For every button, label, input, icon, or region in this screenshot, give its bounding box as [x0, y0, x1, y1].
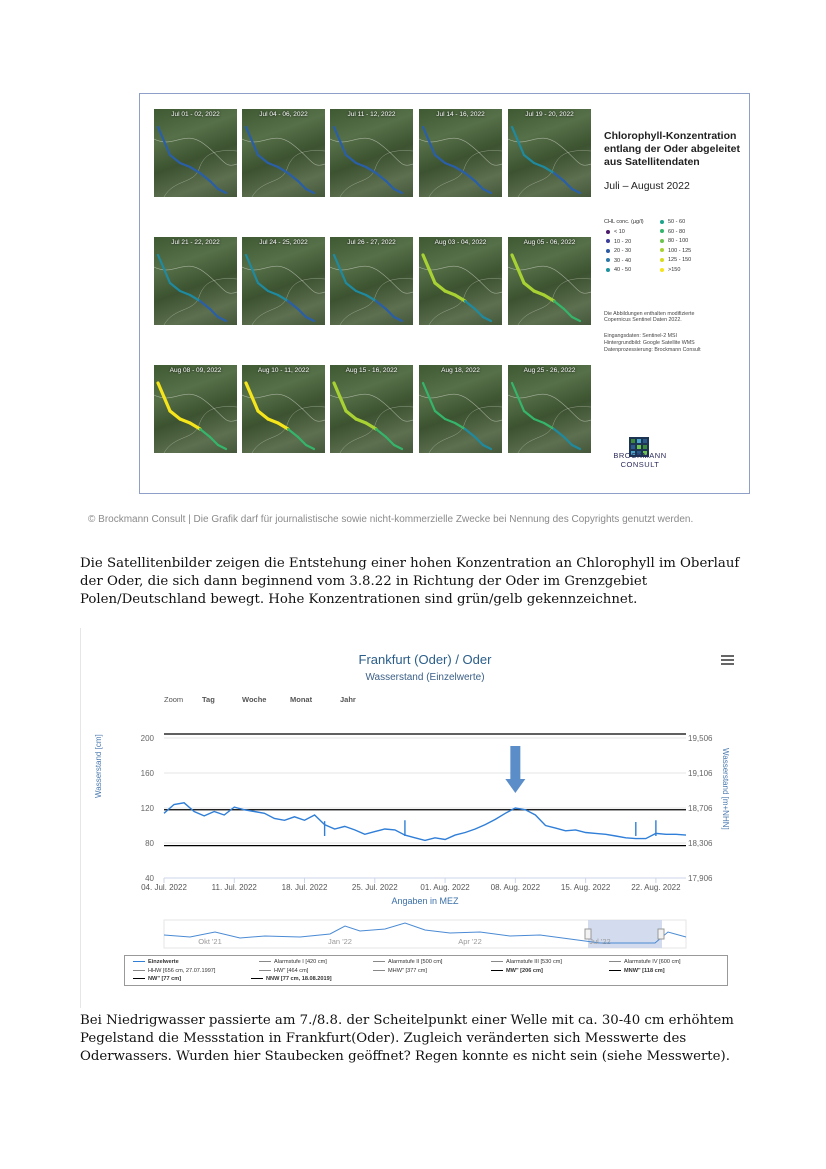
- tile-date-label: Aug 18, 2022: [441, 367, 480, 374]
- chart-legend-item[interactable]: [373, 968, 427, 974]
- x-axis-title: Angaben in MEZ: [391, 896, 459, 906]
- chart-legend-item[interactable]: [251, 976, 332, 982]
- legend-label: NW" [77 cm]: [148, 976, 182, 982]
- chart-legend-item[interactable]: [609, 959, 681, 965]
- tile-date-label: Aug 08 - 09, 2022: [169, 367, 222, 374]
- range-day-button[interactable]: Tag: [202, 695, 215, 704]
- legend-label: Alarmstufe II [500 cm]: [388, 959, 443, 965]
- y-tick-label-right: 19,106: [688, 769, 713, 778]
- figure-subtitle: Juli – August 2022: [604, 180, 690, 192]
- legend-item: 40 - 50: [606, 267, 631, 273]
- navigator-label: Apr '22: [458, 937, 482, 946]
- legend-title: CHL conc. (µg/l): [604, 219, 644, 225]
- tile-date-label: Jul 01 - 02, 2022: [171, 111, 220, 118]
- chart-legend-item[interactable]: [133, 976, 181, 982]
- legend-line-swatch: [373, 970, 385, 971]
- legend-line-swatch: [251, 978, 263, 979]
- chart-legend-item[interactable]: [133, 968, 215, 974]
- tile-date-label: Aug 03 - 04, 2022: [434, 239, 487, 246]
- tile-date-label: Aug 15 - 16, 2022: [345, 367, 398, 374]
- range-zoom-label: Zoom: [164, 695, 184, 704]
- figure-note: Hintergrundbild: Google Satellite WMS: [604, 340, 695, 346]
- y-axis-left-title: Wasserstand [cm]: [94, 734, 103, 798]
- chart-legend: [124, 955, 728, 986]
- y-axis-right-title: Wasserstand [m+NHN]: [721, 748, 730, 830]
- x-tick-label: 08. Aug. 2022: [490, 883, 541, 892]
- x-tick-label: 04. Jul. 2022: [141, 883, 187, 892]
- figure-note: Eingangsdaten: Sentinel-2 MSI: [604, 333, 678, 339]
- legend-label: MW" [206 cm]: [506, 967, 543, 974]
- y-tick-label: 120: [140, 804, 154, 813]
- figure-note: Datenprozessierung: Brockmann Consult: [604, 347, 701, 353]
- navigator-label: Jan '22: [328, 937, 352, 946]
- copyright-note: © Brockmann Consult | Die Grafik darf für journalistische sowie nicht-kommerzielle Zwecke bei Nennung des Copyrights genutzt werden.: [88, 514, 694, 525]
- x-tick-label: 22. Aug. 2022: [631, 883, 681, 892]
- legend-line-swatch: [491, 970, 503, 971]
- tile-date-label: Aug 25 - 26, 2022: [523, 367, 576, 374]
- tile-date-label: Jul 24 - 25, 2022: [259, 239, 308, 246]
- legend-line-swatch: [259, 961, 271, 962]
- range-year-button[interactable]: Jahr: [340, 695, 356, 704]
- tile-date-label: Jul 21 - 22, 2022: [171, 239, 220, 246]
- x-tick-label: 11. Jul. 2022: [211, 883, 257, 892]
- legend-item: < 10: [606, 229, 625, 235]
- tile-date-label: Jul 04 - 06, 2022: [259, 111, 308, 118]
- range-month-button[interactable]: Monat: [290, 695, 313, 704]
- legend-item: 10 - 20: [606, 239, 631, 245]
- legend-item: >150: [660, 267, 680, 273]
- navigator-label: Jul '22: [589, 937, 611, 946]
- navigator-label: Okt '21: [198, 937, 222, 946]
- legend-label: NNW [77 cm, 18.08.2019]: [266, 976, 332, 982]
- tile-date-label: Jul 14 - 16, 2022: [436, 111, 485, 118]
- figure-title: Chlorophyll-Konzentration entlang der Oder abgeleitet aus Satellitendaten: [604, 130, 740, 168]
- chart-legend-item[interactable]: [259, 959, 327, 965]
- legend-label: Einzelwerte: [148, 959, 179, 965]
- legend-line-swatch: [133, 961, 145, 962]
- x-tick-label: 18. Jul. 2022: [281, 883, 328, 892]
- chart-legend-item[interactable]: [491, 959, 562, 965]
- x-tick-label: 01. Aug. 2022: [420, 883, 470, 892]
- y-tick-label-right: 18,706: [688, 804, 713, 813]
- chart-legend-item[interactable]: [491, 968, 543, 974]
- tile-date-label: Aug 10 - 11, 2022: [257, 367, 310, 374]
- brand-name: BROCKMANN CONSULT: [613, 451, 667, 469]
- legend-item: 100 - 125: [660, 248, 691, 254]
- figure-note: Die Abbildungen enthalten modifizierte: [604, 311, 695, 317]
- chart-title: Frankfurt (Oder) / Oder: [358, 652, 492, 667]
- figure-note: Copernicus Sentinel Daten 2022.: [604, 317, 682, 323]
- x-tick-label: 25. Jul. 2022: [351, 883, 398, 892]
- chart-legend-item[interactable]: [373, 959, 442, 965]
- legend-label: Alarmstufe IV [600 cm]: [624, 959, 681, 965]
- navigator-handle-right[interactable]: [658, 929, 664, 939]
- x-tick-label: 15. Aug. 2022: [560, 883, 611, 892]
- chart-legend-item[interactable]: [259, 968, 308, 974]
- legend-item: 30 - 40: [606, 258, 631, 264]
- y-tick-label: 80: [145, 839, 154, 848]
- legend-line-swatch: [133, 978, 145, 979]
- peak-arrow-shaft: [510, 746, 520, 779]
- legend-item: 125 - 150: [660, 257, 691, 263]
- legend-item: 20 - 30: [606, 248, 631, 254]
- y-tick-label-right: 18,306: [688, 839, 713, 848]
- y-tick-label: 200: [140, 734, 154, 743]
- y-tick-label-right: 17,906: [688, 874, 713, 883]
- legend-line-swatch: [609, 970, 621, 971]
- chart-legend-item[interactable]: [133, 959, 179, 965]
- range-week-button[interactable]: Woche: [242, 695, 267, 704]
- legend-line-swatch: [133, 970, 145, 971]
- paragraph-water-level: Bei Niedrigwasser passierte am 7./8.8. der Scheitelpunkt einer Welle mit ca. 30-40 cm erhöhtem Pegelstand die Messstation in Frankfurt(Oder). Zugleich veränderten sich Messwerte des Oderwassers. Wurden hier Staubecken geöffnet? Regen konnte es nicht sein (siehe Messwerte).: [80, 1013, 734, 1064]
- legend-line-swatch: [609, 961, 621, 962]
- legend-line-swatch: [259, 970, 271, 971]
- y-tick-label-right: 19,506: [688, 734, 713, 743]
- chart-subtitle: Wasserstand (Einzelwerte): [365, 672, 485, 683]
- y-tick-label: 40: [145, 874, 154, 883]
- legend-label: Alarmstufe I [420 cm]: [274, 959, 327, 965]
- paragraph-satellite: Die Satellitenbilder zeigen die Entstehung einer hohen Konzentration an Chlorophyll im Oberlauf der Oder, die sich dann beginnend vom 3.8.22 in Richtung der Oder im Grenzgebiet Polen/Deutschland bewegt. Hohe Konzentrationen sind grün/gelb gekennzeichnet.: [80, 556, 740, 607]
- legend-label: MNW" [118 cm]: [624, 967, 665, 974]
- legend-item: 60 - 80: [660, 229, 685, 235]
- y-tick-label: 160: [140, 769, 154, 778]
- tile-date-label: Jul 11 - 12, 2022: [347, 111, 396, 118]
- legend-line-swatch: [491, 961, 503, 962]
- tile-date-label: Jul 19 - 20, 2022: [525, 111, 574, 118]
- tile-date-label: Aug 05 - 06, 2022: [523, 239, 576, 246]
- peak-arrow-head: [505, 779, 525, 793]
- legend-label: HHW [656 cm, 27.07.1997]: [148, 967, 216, 974]
- legend-label: MHW" [377 cm]: [388, 967, 427, 974]
- legend-label: HW" [464 cm]: [274, 967, 309, 974]
- legend-line-swatch: [373, 961, 385, 962]
- legend-item: 50 - 60: [660, 219, 685, 225]
- legend-label: Alarmstufe III [530 cm]: [506, 959, 562, 965]
- legend-item: 80 - 100: [660, 238, 688, 244]
- chart-legend-item[interactable]: [609, 968, 665, 974]
- tile-date-label: Jul 26 - 27, 2022: [347, 239, 396, 246]
